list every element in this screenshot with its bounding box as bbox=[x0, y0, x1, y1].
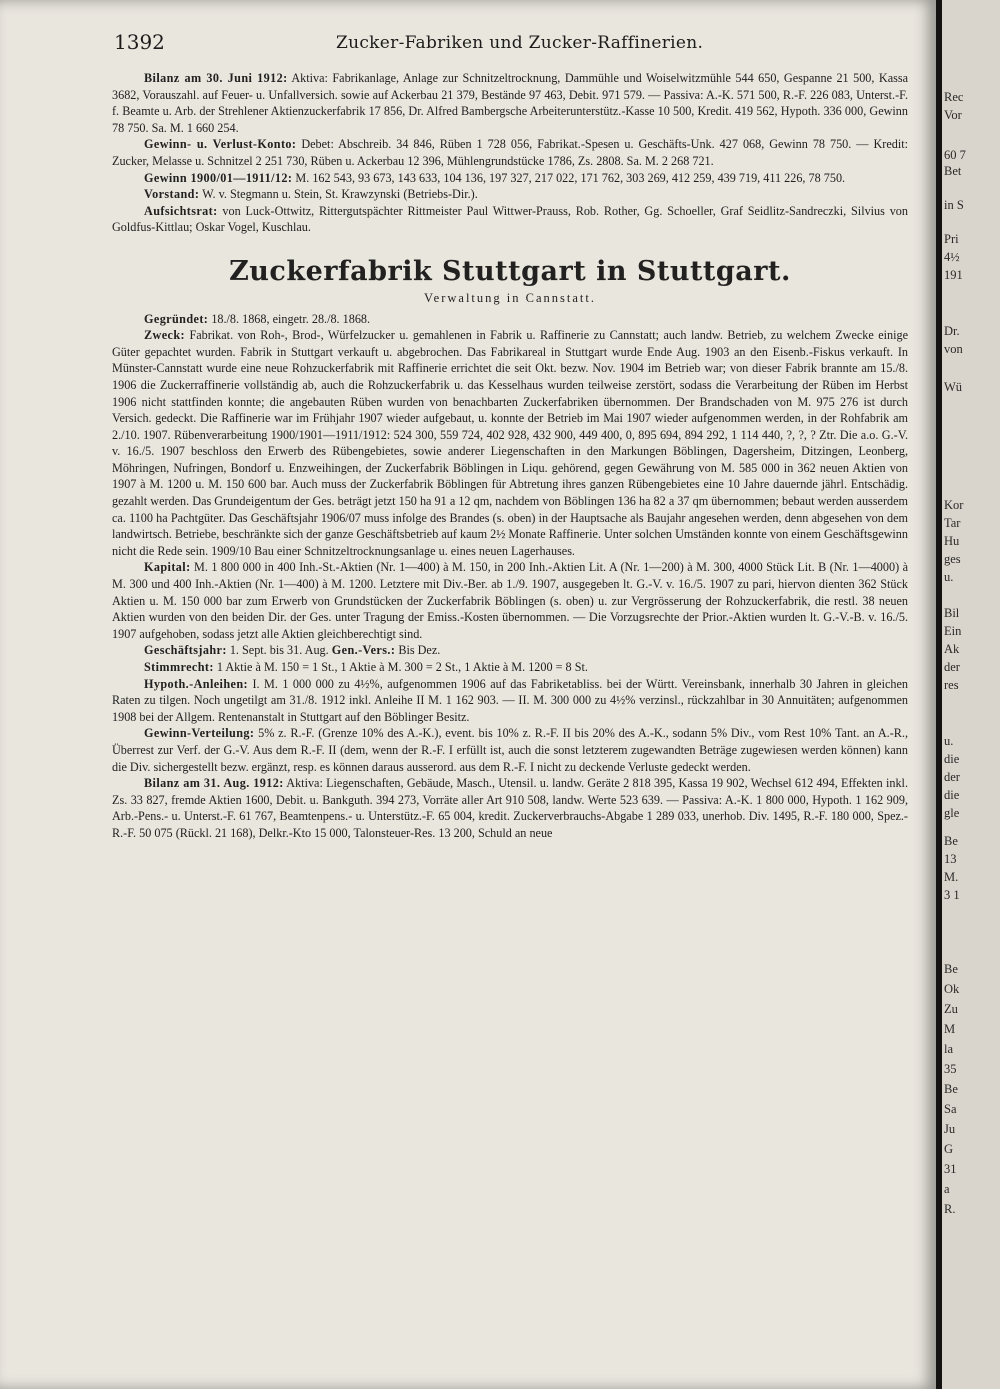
next-page-fragment: Bet bbox=[944, 164, 962, 178]
entry-kapital: Kapital: M. 1 800 000 in 400 Inh.-St.-Aktien (Nr. 1—400) à M. 150, in 200 Inh.-Aktien Lit. A (Nr. 1—200) à M. 300, 4000 Stück Lit. B (Nr. 1—4000) à M. 300 und 400 Inh.-Aktien (Nr. 1—400) à M. 1200. Letztere mit Div.-Ber. ab 1./9. 1907, ausgegeben lt. G.-V. v. 16./5. 1907 zu pari, hiervon dienten 362 Stück Aktien u. M. 150 000 bar zum Erwerb von Grundstücken der Zuckerfabrik Böblingen (s. oben) u. zur Vergrösserung der Rohzuckerfabrik, die restl. 38 neuen Aktien wurden von den beiden Dir. der Ges. unter Tragung der Emiss.-Kosten übernommen. — Die Vorzugsrechte der Prior.-Aktien wurden lt. G.-V.-B. v. 16./5. 1907 aufgehoben, sodass jetzt alle Aktien gleichberechtigt sind. bbox=[112, 560, 908, 641]
next-page-fragment: Wü bbox=[944, 380, 963, 394]
next-page-fragment: die bbox=[944, 752, 960, 766]
prev-entry-aufsichtsrat: Aufsichtsrat: von Luck-Ottwitz, Rittergutspächter Rittmeister Paul Wittwer-Prauss, Rob. Rother, Gg. Schoeller, Graf Seidlitz-Sandreczki, Silvius von Goldfus-Kittlau; Oskar Vogel, Kuschlau. bbox=[112, 203, 908, 235]
entry-gegruendet: Gegründet: 18./8. 1868, eingetr. 28./8. 1868. bbox=[144, 311, 371, 326]
next-page-fragment: in S bbox=[944, 198, 964, 212]
entry-hypoth-anleihen: Hypoth.-Anleihen: I. M. 1 000 000 zu 4½%, aufgenommen 1906 auf das Fabriketabliss. bei der Württ. Vereinsbank, innerhalb 30 Jahren in gleichen Raten zu tilgen. Noch ungetilgt am 31./8. 1912 inkl. Anleihe II M. 1 162 903. — II. M. 300 000 zu 4½% verzinsl., rückzahlbar in 30 Annuitäten; aufgenommen 1908 bei der Allgem. Rentenanstalt in Stuttgart auf den Böblinger Besitz. bbox=[112, 676, 908, 724]
next-page-fragment: 31 bbox=[944, 1162, 957, 1176]
next-page-fragment: Zu bbox=[944, 1002, 958, 1016]
next-page-fragment: Be bbox=[944, 1082, 958, 1096]
next-page-edge bbox=[942, 0, 1000, 1389]
next-page-fragment: M. bbox=[944, 870, 959, 884]
next-page-fragment: 4½ bbox=[944, 250, 960, 264]
next-page-fragment: 13 bbox=[944, 852, 957, 866]
next-page-fragment: der bbox=[944, 770, 960, 784]
prev-entry-vorstand: Vorstand: W. v. Stegmann u. Stein, St. Krawzynski (Betriebs-Dir.). bbox=[144, 187, 478, 202]
next-page-fragment: Tar bbox=[944, 516, 961, 530]
next-page-fragment: ges bbox=[944, 552, 961, 566]
next-page-fragment: Dr. bbox=[944, 324, 960, 338]
next-page-fragment: gle bbox=[944, 806, 960, 820]
next-page-fragment: a bbox=[944, 1182, 950, 1196]
page-number: 1392 bbox=[114, 30, 165, 54]
next-page-fragment: Be bbox=[944, 834, 958, 848]
entry-zweck: Zweck: Fabrikat. von Roh-, Brod-, Würfelzucker u. gemahlenen in Fabrik u. Raffinerie zu Cannstatt; auch landw. Betrieb, zu welchem Zwecke einige Güter gepachtet wurden. Fabrik in Stuttgart verkauft u. abgebrochen. Das Fabrikareal in Stuttgart wurde Ende Aug. 1903 an den Eisenb.-Fiskus verkauft. In Münster-Cannstatt wurde eine neue Rohzuckerfabrik mit Raffinerie errichtet die seit Okt. bezw. Nov. 1904 im Betrieb war; von dieser Fabrik brannte am 15./8. 1906 die Zuckerraffinerie vollständig ab, auch die Rohzuckerfabrik u. das Kesselhaus wurden teilweise zerstört, sodass die Verarbeitung der Rüben im Herbst 1906 nicht stattfinden konnte; die angebauten Rüben wurden von benachbarten Zuckerfabriken übernommen. Der Brandschaden von M. 975 276 ist durch Versich. gedeckt. Die Raffinerie war im Frühjahr 1907 wieder aufgebaut, u. konnte der Betrieb im Mai 1907 wieder aufgenommen werden, in der Rohfabrik am 2./10. 1907. Rübenverarbeitung 1900/1901—1911/1912: 524 300, 559 724, 402 928, 432 900, 449 400, 0, 895 694, 894 292, 1 114 440, ?, ?, ? Ztr. Die a.o. G.-V. v. 16./5. 1907 beschloss den Erwerb des Rübengebietes, sowie anderer Liegenschaften in den Markungen Böblingen, Dagersheim, Ditzingen, Leonberg, Möhringen, Nufringen, Bondorf u. Enzweihingen, der Zuckerfabrik Böblingen in Liqu. gehörend, gegen Gewährung von M. 585 000 in 362 neuen Aktien von 1907 à M. 1200 u. M. 150 600 bar. Auch muss der Zuckerfabrik Böblingen für Abtretung ihres ganzen Rübengebietes eine 10 Jahre dauernde jährl. Entschädig. gezahlt werden. Das Grundeigentum der Ges. beträgt jetzt 150 ha 91 a 12 qm, nachdem von Böblingen 136 ha 82 a 37 qm übernommen; bebaut werden ausserdem ca. 1100 ha Pachtgüter. Das Geschäftsjahr 1906/07 muss infolge des Brandes (s. oben) in der Hauptsache als Baujahr angesehen werden, denn abgesehen von dem landwirtsch. Betriebe, beschränkte sich der ganze Geschäftsbetrieb auf kaum 2½ Monate Raffinerie. Unter solchen Umständen konnte von einem Geschäftsgewinn nicht die Rede sein. 1909/10 Bau einer Schnitzeltrocknungsanlage u. eines neuen Lagerhauses. bbox=[112, 328, 908, 558]
entry-gewinn-verteilung: Gewinn-Verteilung: 5% z. R.-F. (Grenze 10% des A.-K.), event. bis 10% z. R.-F. II bis 20% des A.-K., sodann 5% Div., vom Rest 10% Tant. an A.-R., Überrest zur Verf. der G.-V. Aus dem R.-F. II (dem, wenn der R.-F. I erfüllt ist, auch die sonst letzterem zugewandten Beträge zugewiesen werden können) kann die Div. sichergestellt bezw. ergänzt, resp. es können daraus ausserord. aus dem R.-F. I nicht zu deckende Verluste gedeckt werden. bbox=[112, 726, 908, 774]
entry-subtitle: Verwaltung in Cannstatt. bbox=[424, 290, 596, 305]
next-page-fragment: Be bbox=[944, 962, 958, 976]
next-page-fragment: Ju bbox=[944, 1122, 956, 1136]
next-page-fragment: Ein bbox=[944, 624, 962, 638]
next-page-fragment: Rec bbox=[944, 90, 964, 104]
entry-title: Zuckerfabrik Stuttgart in Stuttgart. bbox=[229, 255, 791, 287]
next-page-fragment: Bil bbox=[944, 606, 960, 620]
prev-entry-bilanz: Bilanz am 30. Juni 1912: Aktiva: Fabrikanlage, Anlage zur Schnitzeltrocknung, Dammühle und Woiselwitzmühle 544 650, Gespanne 21 500, Kassa 3682, Vorauszahl. auf Feuer- u. Unfallversich. sowie auf Ackerbau 21 379, Bestände 97 463, Debit. 971 579. — Passiva: A.-K. 571 500, R.-F. 226 083, Unterst.-F. f. Beamte u. Arb. der Strehlener Aktienzuckerfabrik 17 856, Dr. Alfred Bambergsche Arbeiterunterstütz.-Kasse 10 500, Kredit. 419 562, Hypoth. 336 000, Gewinn 78 750. Sa. M. 1 660 254. bbox=[112, 71, 908, 135]
running-head: Zucker-Fabriken und Zucker-Raffinerien. bbox=[336, 33, 704, 53]
next-page-fragment: Kor bbox=[944, 498, 964, 512]
next-page-fragment: Pri bbox=[944, 232, 959, 246]
next-page-fragment: 35 bbox=[944, 1062, 957, 1076]
next-page-fragment: 60 7 bbox=[944, 148, 966, 162]
next-page-fragment: Vor bbox=[944, 108, 962, 122]
next-page-fragment: G bbox=[944, 1142, 954, 1156]
text-column bbox=[112, 70, 908, 842]
next-page-fragment: u. bbox=[944, 734, 954, 748]
next-page-fragment: Ok bbox=[944, 982, 960, 996]
next-page-fragment: Hu bbox=[944, 534, 960, 548]
next-page-fragment: 3 1 bbox=[944, 888, 960, 902]
next-page-fragment: von bbox=[944, 342, 963, 356]
next-page-fragment: res bbox=[944, 678, 959, 692]
next-page-fragment: Ak bbox=[944, 642, 960, 656]
next-page-fragment: Sa bbox=[944, 1102, 957, 1116]
next-page-fragment: die bbox=[944, 788, 960, 802]
next-page-fragment: der bbox=[944, 660, 960, 674]
entry-bilanz: Bilanz am 31. Aug. 1912: Aktiva: Liegenschaften, Gebäude, Masch., Utensil. u. landw. Geräte 2 818 395, Kassa 19 902, Wechsel 612 494, Effekten inkl. Zs. 33 827, fremde Aktien 1600, Debit. u. Bankguth. 394 273, Vorräte aller Art 910 508, landw. Werte 523 639. — Passiva: A.-K. 1 800 000, Hypoth. 1 162 909, Arb.-Pens.- u. Unterst.-F. 61 767, Beamtenpens.- u. Unterstütz.-F. 65 004, kredit. Zuckerverbrauchs-Abgabe 1 289 033, unerhob. Div. 1495, R.-F. 180 000, Spez.-R.-F. 50 075 (Rückl. 21 168), Delkr.-Kto 15 000, Talonsteuer-Res. 13 200, Schuld an neue bbox=[112, 776, 908, 840]
next-page-fragment: u. bbox=[944, 570, 954, 584]
next-page-fragment: 191 bbox=[944, 268, 963, 282]
entry-stimmrecht: Stimmrecht: 1 Aktie à M. 150 = 1 St., 1 Aktie à M. 300 = 2 St., 1 Aktie à M. 1200 = 8 St. bbox=[144, 660, 588, 674]
entry-geschaeftsjahr: Geschäftsjahr: 1. Sept. bis 31. Aug. Gen.-Vers.: Bis Dez. bbox=[144, 643, 441, 658]
next-page-fragment: R. bbox=[944, 1202, 956, 1216]
next-page-fragment: la bbox=[944, 1042, 954, 1056]
prev-entry-gewinn-jahre: Gewinn 1900/01—1911/12: M. 162 543, 93 673, 143 633, 104 136, 197 327, 217 022, 171 762, 303 269, 412 259, 439 719, 411 226, 78 750. bbox=[144, 170, 846, 185]
next-page-fragment: M bbox=[944, 1022, 956, 1036]
page-header bbox=[114, 30, 914, 60]
prev-entry-gewinn-verlust: Gewinn- u. Verlust-Konto: Debet: Abschreib. 34 846, Rüben 1 728 056, Fabrikat.-Spesen u. Geschäfts-Unk. 427 068, Gewinn 78 750. — Kredit: Zucker, Melasse u. Schnitzel 2 251 730, Rüben u. Ackerbau 12 396, Mühlengrundstücke 1786, Zs. 2808. Sa. M. 2 268 721. bbox=[112, 137, 908, 168]
